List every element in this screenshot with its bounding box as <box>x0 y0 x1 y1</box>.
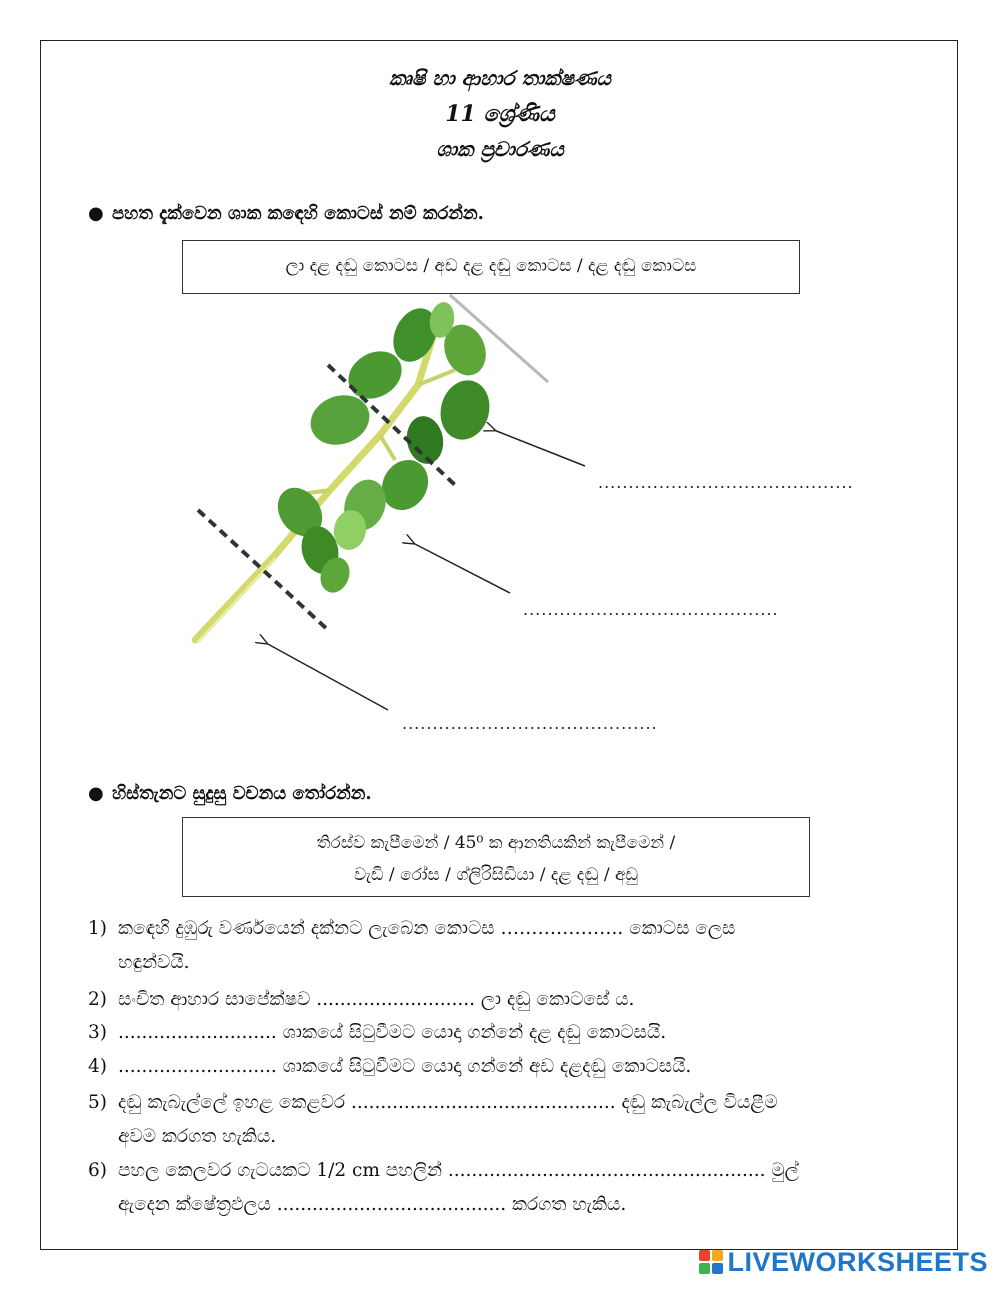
section2-word-bank <box>182 817 810 897</box>
question-3 <box>88 1016 938 1050</box>
question-number: 2) <box>88 989 107 1010</box>
logo-square <box>699 1263 710 1274</box>
question-number: 1) <box>88 918 107 939</box>
bullet-icon: ● <box>88 783 104 804</box>
question-text[interactable]: ........................... ශාකයේ සිටුවීමට යොදා ගන්නේ දළ දඬු කොටසයි. <box>118 1022 667 1043</box>
question-text[interactable]: සංචිත ආහාර සාපේක්ෂව ........................... ලා දඬු කොටසේ ය. <box>118 989 635 1010</box>
question-text[interactable]: ........................... ශාකයේ සිටුවීමට යොදා ගන්නේ අඩ දළදඬු කොටසයි. <box>118 1056 692 1077</box>
question-number: 5) <box>88 1092 107 1113</box>
question-text[interactable]: පහල කෙලවර ගැටයකට 1/2 cm පහලින් ...................................................... මුල් <box>118 1160 799 1181</box>
logo-grid-icon <box>699 1250 723 1274</box>
arrow-upper <box>494 430 585 466</box>
answer-blank-3[interactable]: .......................................... <box>402 714 658 733</box>
answer-blank-1[interactable]: .......................................... <box>598 473 854 492</box>
topic-title: ශාක ප්‍රචාරණය <box>436 137 564 161</box>
arrow-middle <box>413 543 510 593</box>
section2-word-bank-line1: තිරස්ව කැපීමෙන් / 45⁰ ක ආනතියකින් කැපීමෙන් / <box>316 833 676 853</box>
question-number: 3) <box>88 1022 107 1043</box>
section2-word-bank-line2: වැඩි / රෝස / ග්ලිරිසිඩියා / දළ දඬු / අඩු <box>353 865 639 885</box>
section2-instruction <box>88 783 372 804</box>
section1-word-bank-text: ලා දළ දඬු කොටස / අඩ දළ දඬු කොටස / දළ දඬු කොටස <box>285 256 697 276</box>
liveworksheets-logo[interactable] <box>699 1247 988 1277</box>
question-number: 4) <box>88 1056 107 1077</box>
question-2 <box>88 983 938 1017</box>
question-1 <box>88 912 938 980</box>
question-text-cont[interactable]: ඇදෙන ක්ෂේත්‍රඵලය ....................................... කරගත හැකිය. <box>118 1194 627 1215</box>
subject-title: කෘෂි හා ආහාර තාක්ෂණය <box>389 66 611 90</box>
answer-blank-2[interactable]: .......................................... <box>523 600 779 619</box>
bullet-icon: ● <box>88 203 104 224</box>
grade-title: 11 ශ්‍රේණිය <box>445 101 555 127</box>
question-text[interactable]: දඬු කැබැල්ලේ ඉහළ කෙළවර ............................................. දඬු කැබැල්ල වියළීම <box>118 1092 778 1113</box>
question-6 <box>88 1154 938 1222</box>
logo-square <box>699 1250 710 1261</box>
arrow-lower <box>266 643 388 710</box>
question-text[interactable]: කඳෙහි දුඹුරු වර්ණයෙන් දක්නට ලැබෙන කොටස ……………….. කොටස ලෙස <box>118 918 736 939</box>
question-text-cont: හඳුන්වයි. <box>118 952 190 973</box>
question-text-cont: අවම කරගත හැකිය. <box>118 1126 277 1147</box>
section1-instruction-text: පහත දැක්වෙන ශාක කඳෙහි කොටස් නම් කරන්න. <box>112 203 484 224</box>
question-5 <box>88 1086 938 1154</box>
logo-square <box>712 1263 723 1274</box>
brand-text: LIVEWORKSHEETS <box>727 1246 988 1277</box>
question-number: 6) <box>88 1160 107 1181</box>
section2-instruction-text: හිස්තැනට සුදුසු වචනය තෝරන්න. <box>112 783 372 804</box>
logo-square <box>712 1250 723 1261</box>
question-4 <box>88 1050 938 1084</box>
